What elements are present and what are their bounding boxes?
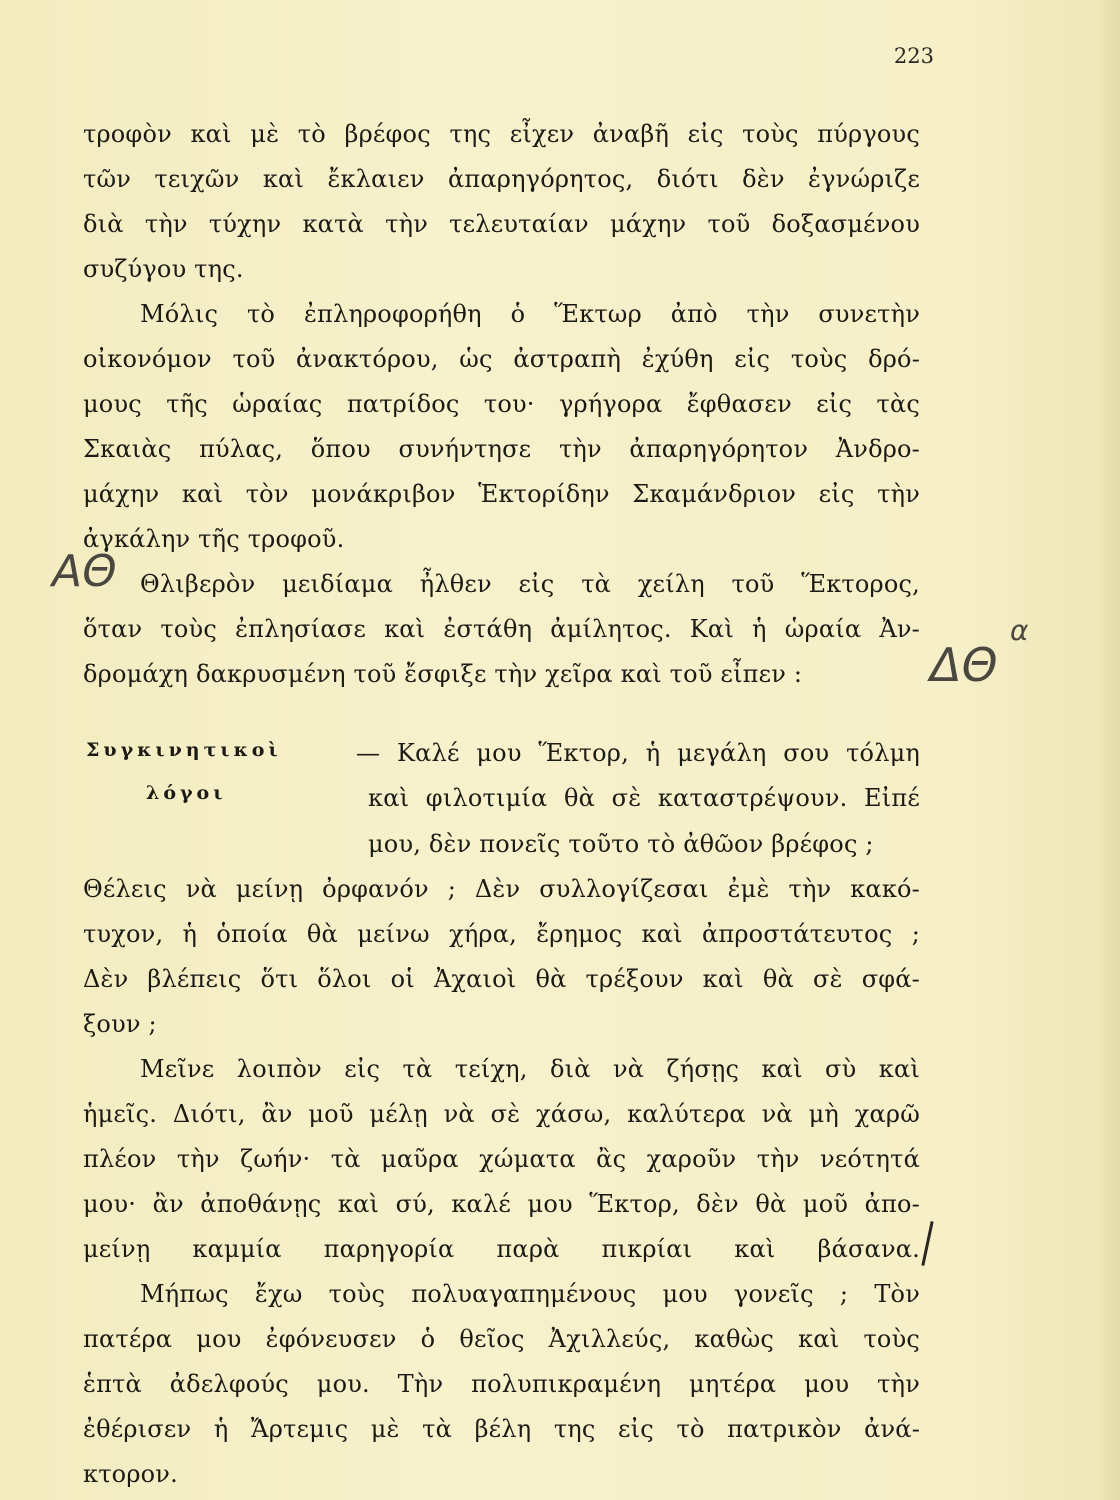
text-line: τυχον, ἡ ὁποία θὰ μείνω χήρα, ἔρημος καὶ ἀπροστάτευτος ; xyxy=(83,920,920,948)
text-line: ἀγκάλην τῆς τροφοῦ. xyxy=(83,525,345,553)
dialogue-line: μου, δὲν πονεῖς τοῦτο τὸ ἀθῶον βρέφος ; xyxy=(368,830,874,858)
text-line: ξουν ; xyxy=(83,1010,157,1038)
sidenote-heading-second: λόγοι xyxy=(146,782,227,804)
page-number: 223 xyxy=(893,44,934,68)
text-line: κτορον. xyxy=(83,1460,178,1488)
text-line: Σκαιὰς πύλας, ὅπου συνήντησε τὴν ἀπαρηγόρητον Ἀνδρο- xyxy=(83,435,920,463)
text-line: Μήπως ἔχω τοὺς πολυαγαπημένους μου γονεῖς ; Τὸν xyxy=(140,1280,920,1308)
text-line: οἰκονόμον τοῦ ἀνακτόρου, ὡς ἀστραπὴ ἐχύθη εἰς τοὺς δρό- xyxy=(83,345,920,373)
text-line: διὰ τὴν τύχην κατὰ τὴν τελευταίαν μάχην τοῦ δοξασμένου xyxy=(83,210,920,238)
dialogue-line: καὶ φιλοτιμία θὰ σὲ καταστρέψουν. Εἰπέ xyxy=(368,784,920,812)
margin-annotation-superscript: α xyxy=(1010,614,1029,647)
text-line: ὅταν τοὺς ἐπλησίασε καὶ ἐστάθη ἀμίλητος. Καὶ ἡ ὡραία Ἀν- xyxy=(83,615,920,643)
text-line: τῶν τειχῶν καὶ ἔκλαιεν ἀπαρηγόρητος, διότι δὲν ἐγνώριζε xyxy=(83,165,920,193)
text-line: μάχην καὶ τὸν μονάκριβον Ἑκτορίδην Σκαμάνδριον εἰς τὴν xyxy=(83,480,920,508)
margin-annotation-left: ΑΘ xyxy=(52,546,117,597)
text-line: Μόλις τὸ ἐπληροφορήθη ὁ Ἕκτωρ ἀπὸ τὴν συνετὴν xyxy=(140,300,920,328)
text-line: πλέον τὴν ζωήν· τὰ μαῦρα χώματα ἂς χαροῦν τὴν νεότητά xyxy=(83,1145,920,1173)
text-line: πατέρα μου ἐφόνευσεν ὁ θεῖος Ἀχιλλεύς, καθὼς καὶ τοὺς xyxy=(83,1325,920,1353)
text-line: μείνῃ καμμία παρηγορία παρὰ πικρίαι καὶ βάσανα. xyxy=(83,1235,920,1263)
text-line: Θλιβερὸν μειδίαμα ἦλθεν εἰς τὰ χείλη τοῦ Ἕκτορος, xyxy=(140,570,920,598)
text-line: ἡμεῖς. Διότι, ἂν μοῦ μέλῃ νὰ σὲ χάσω, καλύτερα νὰ μὴ χαρῶ xyxy=(83,1100,920,1128)
text-line: μου· ἂν ἀποθάνῃς καὶ σύ, καλέ μου Ἕκτορ, δὲν θὰ μοῦ ἀπο- xyxy=(83,1190,920,1218)
text-line: Μεῖνε λοιπὸν εἰς τὰ τείχη, διὰ νὰ ζήσῃς καὶ σὺ καὶ xyxy=(140,1055,920,1083)
sidenote-heading: Συγκινητικοὶ xyxy=(86,739,282,761)
text-line: ἐθέρισεν ἡ Ἄρτεμις μὲ τὰ βέλη της εἰς τὸ πατρικὸν ἀνά- xyxy=(83,1415,920,1443)
text-line: μους τῆς ὡραίας πατρίδος του· γρήγορα ἔφθασεν εἰς τὰς xyxy=(83,390,920,418)
text-line: δρομάχη δακρυσμένη τοῦ ἔσφιξε τὴν χεῖρα καὶ τοῦ εἶπεν : xyxy=(83,660,803,688)
dialogue-line: — Καλέ μου Ἕκτορ, ἡ μεγάλη σου τόλμη xyxy=(356,739,920,767)
text-line: συζύγου της. xyxy=(83,255,244,283)
text-line: Δὲν βλέπεις ὅτι ὅλοι οἱ Ἀχαιοὶ θὰ τρέξουν καὶ θὰ σὲ σφά- xyxy=(83,965,920,993)
pen-mark xyxy=(921,1221,933,1266)
text-line: τροφὸν καὶ μὲ τὸ βρέφος της εἶχεν ἀναβῆ εἰς τοὺς πύργους xyxy=(83,120,920,148)
text-line: Θέλεις νὰ μείνῃ ὀρφανόν ; Δὲν συλλογίζεσαι ἐμὲ τὴν κακό- xyxy=(83,875,920,903)
text-line: ἑπτὰ ἀδελφούς μου. Τὴν πολυπικραμένη μητέρα μου τὴν xyxy=(83,1370,920,1398)
page-edge-shadow xyxy=(1098,0,1120,1500)
margin-annotation-right: ΔΘ xyxy=(930,638,998,692)
